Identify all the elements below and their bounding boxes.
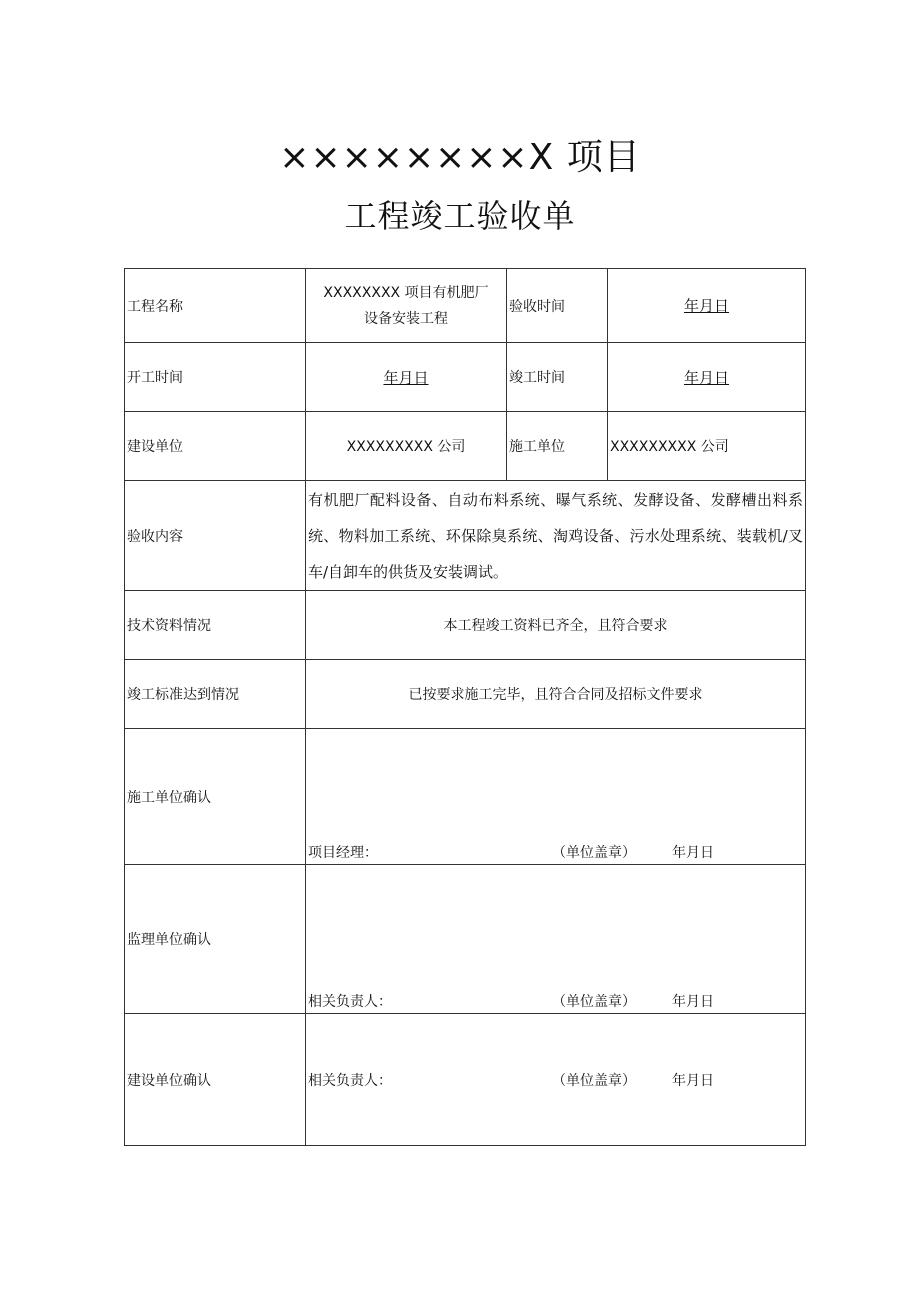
acceptance-date: 年月日 bbox=[683, 297, 729, 315]
value-owner-unit: XXXXXXXXX 公司 bbox=[306, 412, 507, 481]
value-start-time bbox=[306, 343, 507, 412]
label-project-name: 工程名称 bbox=[125, 269, 306, 343]
owner-signature-area bbox=[306, 1014, 806, 1146]
label-supervisor-confirm: 监理单位确认 bbox=[125, 865, 306, 1014]
label-completion-time: 竣工时间 bbox=[507, 343, 608, 412]
completion-date: 年月日 bbox=[683, 368, 729, 387]
contractor-seal-label: （单位盖章） bbox=[552, 845, 636, 861]
value-technical-docs: 本工程竣工资料已齐全，且符合要求 bbox=[306, 591, 806, 660]
label-completion-standard: 竣工标准达到情况 bbox=[125, 660, 306, 729]
row-contractor-confirm bbox=[125, 729, 806, 865]
label-contractor-confirm: 施工单位确认 bbox=[125, 729, 306, 865]
value-project-name bbox=[306, 269, 507, 343]
supervisor-seal-label: （单位盖章） bbox=[552, 994, 636, 1010]
label-owner-confirm: 建设单位确认 bbox=[125, 1014, 306, 1146]
label-technical-docs: 技术资料情况 bbox=[125, 591, 306, 660]
row-units bbox=[125, 412, 806, 481]
label-contractor-unit: 施工单位 bbox=[507, 412, 608, 481]
row-completion-standard bbox=[125, 660, 806, 729]
label-owner-unit: 建设单位 bbox=[125, 412, 306, 481]
supervisor-signature-area bbox=[306, 865, 806, 1014]
start-date: 年月日 bbox=[383, 368, 429, 387]
project-title: ××××××××X 项目 bbox=[279, 137, 641, 178]
label-start-time: 开工时间 bbox=[125, 343, 306, 412]
row-technical-docs bbox=[125, 591, 806, 660]
row-project-name bbox=[125, 269, 806, 343]
contractor-signer-label: 项目经理： bbox=[308, 845, 378, 861]
contractor-signature-line bbox=[308, 842, 805, 864]
supervisor-signer-label: 相关负责人： bbox=[308, 994, 392, 1010]
value-contractor-unit: XXXXXXXXX 公司 bbox=[608, 412, 806, 481]
value-project-name-line2: 设备安装工程 bbox=[364, 310, 448, 327]
owner-signer-label: 相关负责人： bbox=[308, 1073, 392, 1089]
row-dates bbox=[125, 343, 806, 412]
contractor-signature-area bbox=[306, 729, 806, 865]
value-acceptance-content: 有机肥厂配料设备、自动布料系统、曝气系统、发酵设备、发酵槽出料系统、物料加工系统、环保除臭系统、淘鸡设备、污水处理系统、装载机/叉车/自卸车的供货及安装调试。 bbox=[306, 481, 806, 591]
value-project-name-line1: XXXXXXXX 项目有机肥厂 bbox=[323, 284, 489, 301]
row-acceptance-content bbox=[125, 481, 806, 591]
owner-date-label: 年月日 bbox=[672, 1073, 714, 1089]
document-title: 工程竣工验收单 bbox=[344, 197, 576, 235]
value-completion-standard: 已按要求施工完毕，且符合合同及招标文件要求 bbox=[306, 660, 806, 729]
owner-signature-line bbox=[308, 1070, 805, 1092]
owner-seal-label: （单位盖章） bbox=[552, 1073, 636, 1089]
label-acceptance-content: 验收内容 bbox=[125, 481, 306, 591]
value-completion-time bbox=[608, 343, 806, 412]
row-supervisor-confirm bbox=[125, 865, 806, 1014]
row-owner-confirm bbox=[125, 1014, 806, 1146]
acceptance-form-table bbox=[124, 268, 806, 1146]
supervisor-signature-line bbox=[308, 991, 805, 1013]
label-acceptance-time: 验收时间 bbox=[507, 269, 608, 343]
supervisor-date-label: 年月日 bbox=[672, 994, 714, 1010]
value-acceptance-time bbox=[608, 269, 806, 343]
contractor-date-label: 年月日 bbox=[672, 845, 714, 861]
